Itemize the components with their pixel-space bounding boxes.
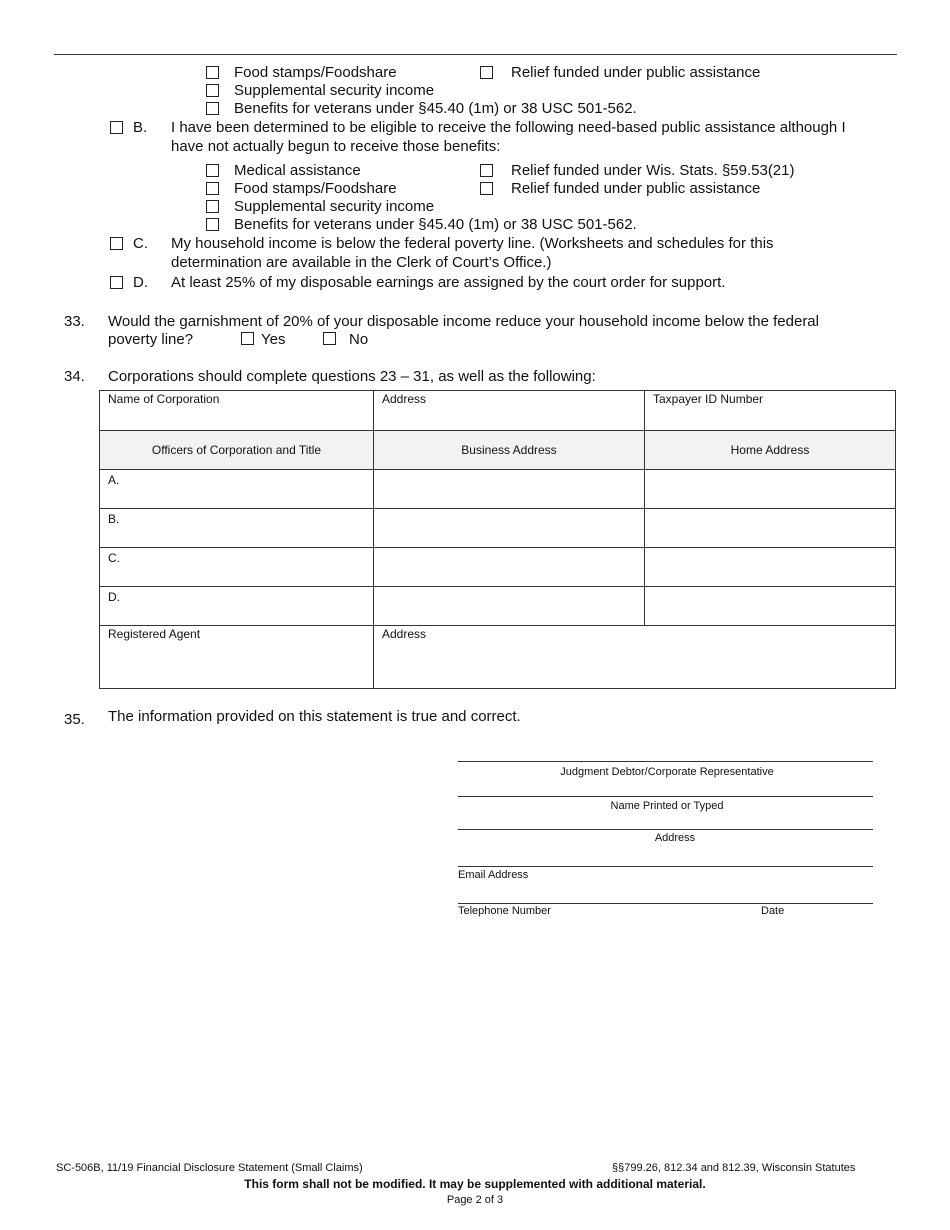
ssi-label-a: Supplemental security income	[234, 82, 435, 99]
business-address-header: Business Address	[374, 431, 645, 470]
food-stamps-checkbox-b[interactable]	[206, 182, 219, 195]
business-address-cell[interactable]	[374, 587, 645, 626]
food-stamps-label-b: Food stamps/Foodshare	[234, 180, 397, 197]
name-line[interactable]	[458, 796, 873, 797]
option-b-text-line1: I have been determined to be eligible to receive the following need-based public assistance although I	[171, 119, 846, 136]
date-label: Date	[761, 905, 785, 917]
officer-cell[interactable]	[100, 587, 374, 626]
relief-public-assistance-checkbox-a[interactable]	[480, 66, 493, 79]
corporation-address-cell[interactable]	[374, 391, 645, 431]
q33-number: 33.	[64, 313, 85, 330]
officer-cell[interactable]	[100, 509, 374, 548]
officers-header: Officers of Corporation and Title	[100, 431, 374, 470]
officer-cell[interactable]	[100, 470, 374, 509]
q34-text: Corporations should complete questions 23 – 31, as well as the following:	[108, 368, 596, 385]
option-b-checkbox[interactable]	[110, 121, 123, 134]
page-number: Page 2 of 3	[446, 1194, 504, 1206]
signature-address-label: Address	[654, 832, 696, 844]
row-letter: B.	[108, 512, 120, 526]
row-letter: A.	[108, 473, 120, 487]
relief-public-assistance-label-b: Relief funded under public assistance	[511, 180, 761, 197]
business-address-cell[interactable]	[374, 509, 645, 548]
corporation-name-label: Name of Corporation	[108, 392, 220, 406]
option-b-text-line2: have not actually begun to receive those benefits:	[171, 138, 501, 155]
ssi-checkbox-a[interactable]	[206, 84, 219, 97]
q33-yes-checkbox[interactable]	[241, 332, 254, 345]
home-address-cell[interactable]	[645, 587, 896, 626]
veterans-checkbox-b[interactable]	[206, 218, 219, 231]
telephone-label: Telephone Number	[458, 905, 551, 917]
registered-agent-address-cell[interactable]	[374, 626, 896, 689]
top-rule	[54, 54, 897, 55]
home-address-header: Home Address	[645, 431, 896, 470]
q33-yes-label: Yes	[261, 331, 286, 348]
option-d-letter: D.	[133, 274, 148, 291]
taxpayer-id-cell[interactable]	[645, 391, 896, 431]
registered-agent-cell[interactable]	[100, 626, 374, 689]
officer-row	[100, 587, 896, 626]
business-address-cell[interactable]	[374, 548, 645, 587]
home-address-cell[interactable]	[645, 470, 896, 509]
q35-text: The information provided on this statement is true and correct.	[108, 708, 521, 725]
phone-date-line[interactable]	[458, 903, 873, 904]
signature-line[interactable]	[458, 761, 873, 762]
officer-row	[100, 509, 896, 548]
debtor-label: Judgment Debtor/Corporate Representative	[560, 766, 774, 778]
address-line[interactable]	[458, 829, 873, 830]
corporation-table	[99, 390, 896, 689]
option-d-text: At least 25% of my disposable earnings are assigned by the court order for support.	[171, 274, 726, 291]
q33-text-line2: poverty line?	[108, 331, 194, 348]
option-b-letter: B.	[133, 119, 148, 136]
registered-agent-address-label: Address	[382, 627, 427, 641]
veterans-label-a: Benefits for veterans under §45.40 (1m) or 38 USC 501-562.	[234, 100, 637, 117]
officer-row	[100, 470, 896, 509]
relief-public-assistance-label-a: Relief funded under public assistance	[511, 64, 761, 81]
ssi-label-b: Supplemental security income	[234, 198, 435, 215]
q33-text-line1: Would the garnishment of 20% of your disposable income reduce your household income below the federal	[108, 313, 819, 330]
registered-agent-label: Registered Agent	[108, 627, 201, 641]
option-d-checkbox[interactable]	[110, 276, 123, 289]
food-stamps-label-a: Food stamps/Foodshare	[234, 64, 397, 81]
row-letter: C.	[108, 551, 120, 565]
veterans-checkbox-a[interactable]	[206, 102, 219, 115]
home-address-cell[interactable]	[645, 548, 896, 587]
footer-form-id: SC-506B, 11/19 Financial Disclosure Statement (Small Claims)	[56, 1162, 363, 1174]
home-address-cell[interactable]	[645, 509, 896, 548]
corporation-address-label: Address	[382, 392, 427, 406]
email-label: Email Address	[458, 869, 529, 881]
q33-no-checkbox[interactable]	[323, 332, 336, 345]
officer-row	[100, 548, 896, 587]
q34-number: 34.	[64, 368, 85, 385]
q33-no-label: No	[349, 331, 369, 348]
relief-wis-stats-label: Relief funded under Wis. Stats. §59.53(21)	[511, 162, 795, 179]
email-line[interactable]	[458, 866, 873, 867]
food-stamps-checkbox-a[interactable]	[206, 66, 219, 79]
corporation-name-cell[interactable]	[100, 391, 374, 431]
medical-assistance-label: Medical assistance	[234, 162, 361, 179]
business-address-cell[interactable]	[374, 470, 645, 509]
footer-statutes: §§799.26, 812.34 and 812.39, Wisconsin Statutes	[612, 1162, 856, 1174]
name-printed-label: Name Printed or Typed	[610, 800, 724, 812]
option-c-text-line1: My household income is below the federal poverty line. (Worksheets and schedules for this	[171, 235, 774, 252]
option-c-letter: C.	[133, 235, 148, 252]
officer-cell[interactable]	[100, 548, 374, 587]
relief-wis-stats-checkbox[interactable]	[480, 164, 493, 177]
taxpayer-id-label: Taxpayer ID Number	[653, 392, 764, 406]
q35-number: 35.	[64, 711, 85, 728]
option-c-text-line2: determination are available in the Clerk of Court’s Office.)	[171, 254, 552, 271]
footer-notice: This form shall not be modified. It may be supplemented with additional material.	[244, 1177, 706, 1191]
veterans-label-b: Benefits for veterans under §45.40 (1m) or 38 USC 501-562.	[234, 216, 637, 233]
option-c-checkbox[interactable]	[110, 237, 123, 250]
relief-public-assistance-checkbox-b[interactable]	[480, 182, 493, 195]
ssi-checkbox-b[interactable]	[206, 200, 219, 213]
medical-assistance-checkbox[interactable]	[206, 164, 219, 177]
row-letter: D.	[108, 590, 120, 604]
